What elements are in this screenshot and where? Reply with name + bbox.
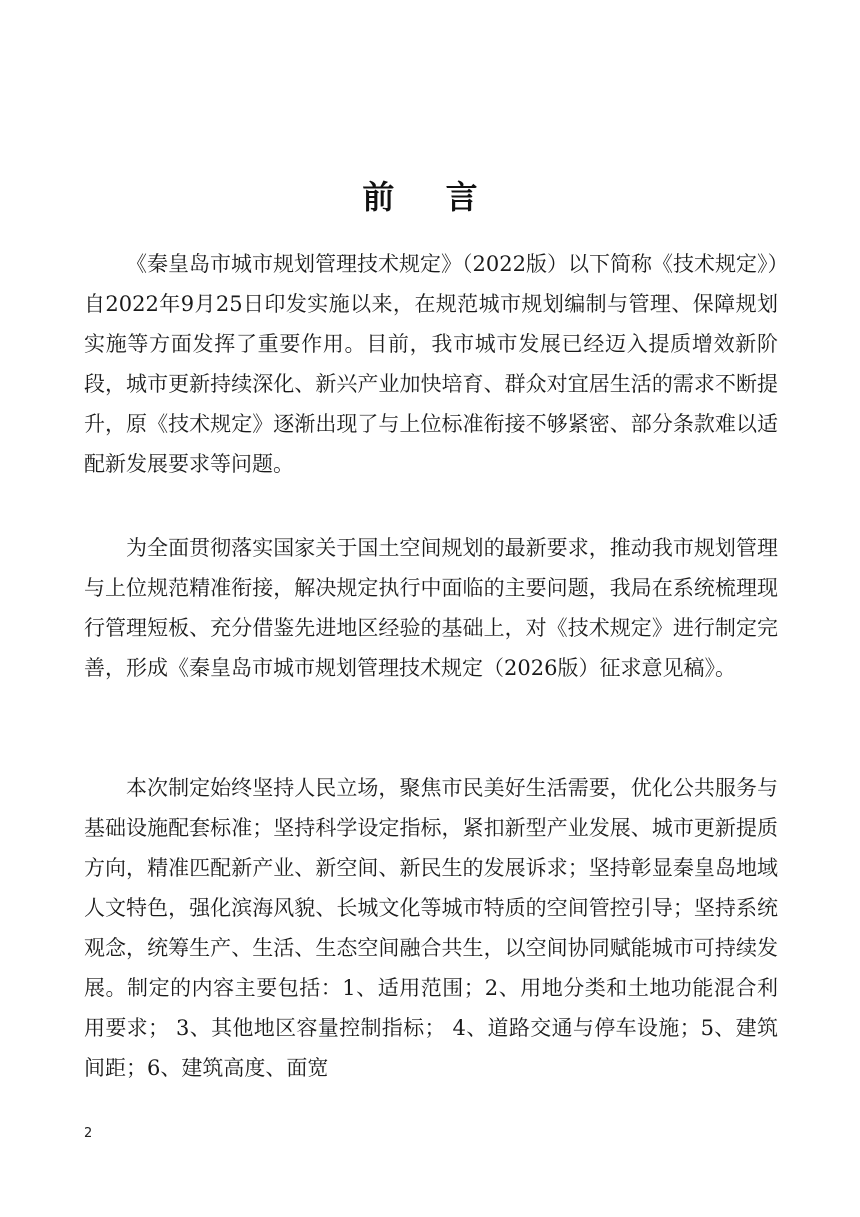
paragraph-2: 为全面贯彻落实国家关于国土空间规划的最新要求，推动我市规划管理与上位规范精准衔接，解决规定执行中面临的主要问题，我局在系统梳理现行管理短板、充分借鉴先进地区经验的基础上，对《技术规定》进行制定完善，形成《秦皇岛市城市规划管理技术规定（2026版）征求意见稿》。 (84, 536, 778, 680)
page-number: 2 (84, 1126, 93, 1141)
paragraph-3: 本次制定始终坚持人民立场，聚焦市民美好生活需要，优化公共服务与基础设施配套标准；坚持科学设定指标，紧扣新型产业发展、城市更新提质方向，精准匹配新产业、新空间、新民生的发展诉求；坚持彰显秦皇岛地域人文特色，强化滨海风貌、长城文化等城市特质的空间管控引导；坚持系统观念，统筹生产、生活、生态空间融合共生，以空间协同赋能城市可持续发展。制定的内容主要包括：1、适用范围；2、用地分类和土地功能混合利用要求； 3、其他地区容量控制指标； 4、道路交通与停车设施；5、建筑间距；6、建筑高度、面宽 (84, 776, 778, 1080)
page-title: 前 言 (362, 178, 498, 216)
paragraph-1: 《秦皇岛市城市规划管理技术规定》（2022版）以下简称《技术规定》）自2022年9月25日印发实施以来，在规范城市规划编制与管理、保障规划实施等方面发挥了重要作用。目前，我市城市发展已经迈入提质增效新阶段，城市更新持续深化、新兴产业加快培育、群众对宜居生活的需求不断提升，原《技术规定》逐渐出现了与上位标准衔接不够紧密、部分条款难以适配新发展要求等问题。 (84, 252, 778, 476)
